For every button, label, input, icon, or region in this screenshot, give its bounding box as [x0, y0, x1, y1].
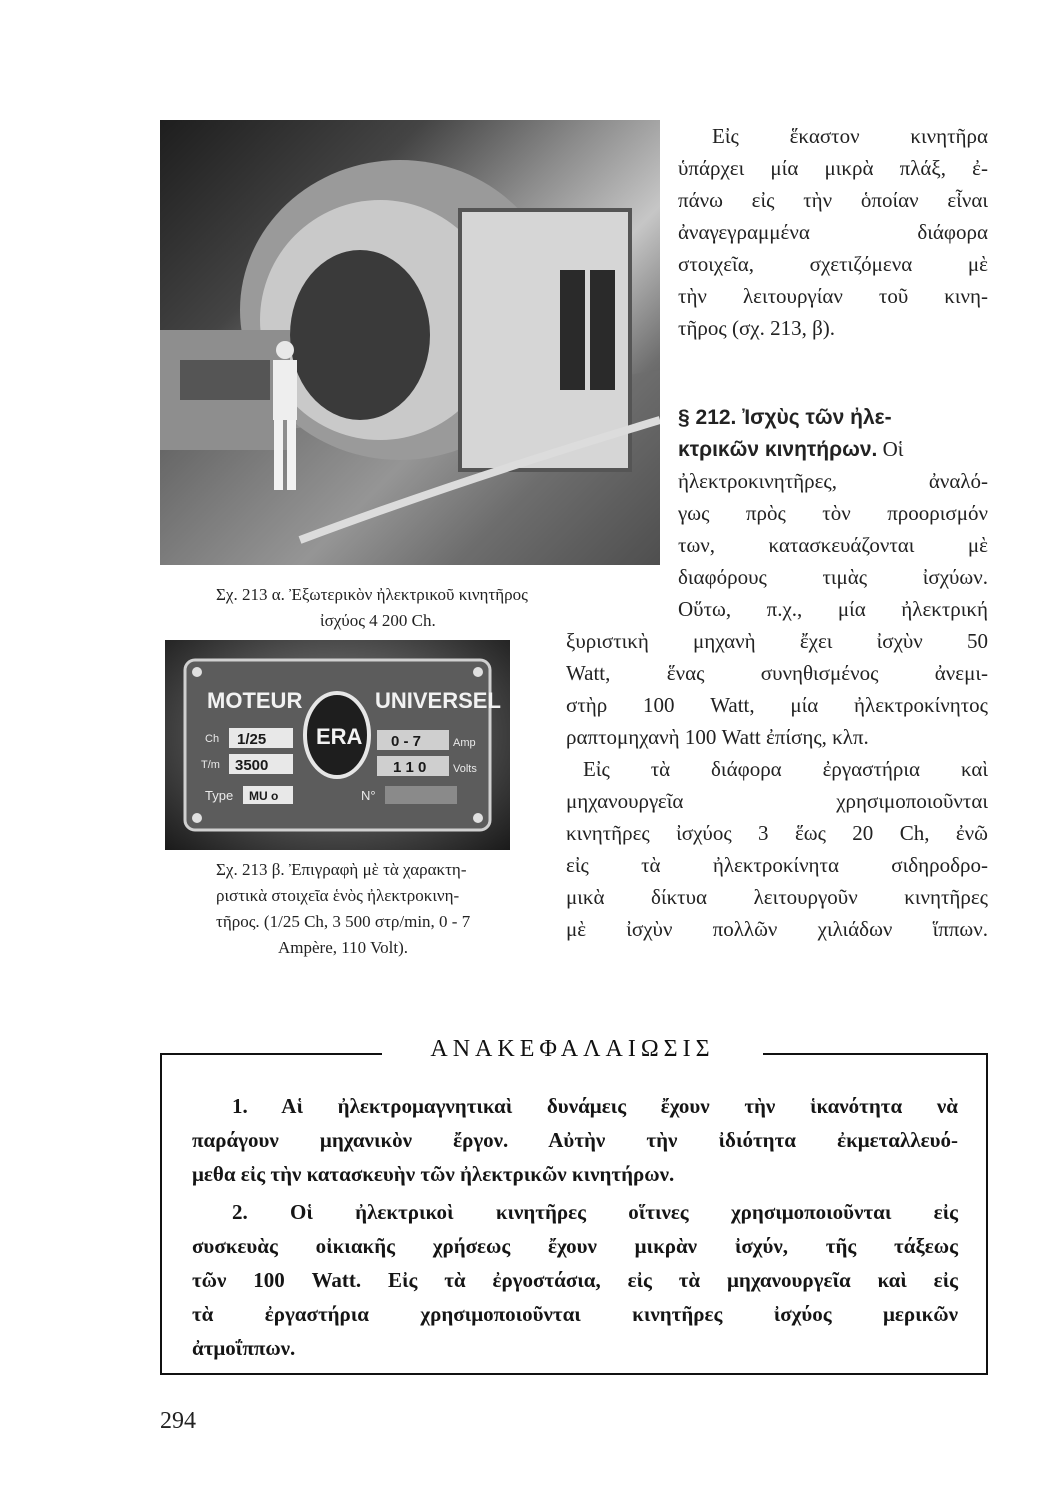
intro-line: τὴν λειτουργίαν τοῦ κινη- — [678, 284, 988, 308]
figure-a-caption-line2: ἰσχύος 4 200 Ch. — [320, 611, 436, 630]
plate-ch-label: Ch — [205, 733, 220, 745]
plate-volt-value: 1 1 0 — [393, 759, 427, 776]
wide-line: μικὰ δίκτυα λειτουργοῦν κινητῆρες — [566, 885, 988, 909]
wide-line: μὲ ἰσχὺν πολλῶν χιλιάδων ἵππων. — [566, 917, 988, 941]
plate-type-label: Type — [205, 788, 234, 803]
wide-line: στὴρ 100 Watt, μία ἠλεκτροκίνητος — [566, 693, 988, 717]
intro-line: Εἰς ἕκαστον κινητῆρα — [712, 124, 988, 148]
section-line: γως πρὸς τὸν προορισμόν — [678, 501, 988, 525]
intro-line: στοιχεῖα, σχετιζόμενα μὲ — [678, 252, 988, 276]
plate-type-value: MU o — [249, 789, 279, 803]
wide-line: ραπτομηχανὴ 100 Watt ἐπίσης, κλπ. — [566, 725, 869, 749]
plate-brand-left: MOTEUR — [207, 688, 303, 713]
plate-tm-value: 3500 — [235, 757, 269, 774]
summary-title: ΑΝΑΚΕΦΑΛΑΙΩΣΙΣ — [430, 1036, 715, 1062]
figure-b-caption-line3: τῆρος. (1/25 Ch, 3 500 στρ/min, 0 - 7 — [216, 912, 471, 931]
plate-logo: ERA — [316, 724, 363, 749]
wide-line: Watt, ἕνας συνηθισμένος ἀνεμι- — [566, 661, 988, 685]
summary-line: τῶν 100 Watt. Εἰς τὰ ἐργοστάσια, εἰς τὰ μηχανουργεῖα καὶ εἰς — [192, 1268, 958, 1292]
section-line: ἠλεκτροκινητῆρες, ἀναλό- — [678, 469, 988, 493]
section-line: Οὕτω, π.χ., μία ἠλεκτρική — [678, 597, 988, 621]
section-heading-cont: κτρικῶν κινητήρων. — [678, 438, 878, 461]
rating-plate — [165, 640, 510, 850]
page-number: 294 — [160, 1408, 196, 1434]
intro-line: ἀναγεγραμμένα διάφορα — [678, 220, 988, 244]
plate-brand-right: UNIVERSEL — [375, 688, 501, 713]
summary-line: συσκευὰς οἰκιακῆς χρήσεως ἔχουν μικρὰν ἰσχύν, τῆς τάξεως — [192, 1234, 958, 1258]
wide-line: ξυριστικὴ μηχανὴ ἔχει ἰσχὺν 50 — [566, 629, 988, 653]
motor-photo — [160, 120, 660, 565]
summary-line: ἀτμοΐππων. — [192, 1336, 296, 1360]
section-heading-tail: Οἱ — [877, 437, 904, 461]
motor-illustration — [160, 120, 660, 565]
plate-amp-label: Amp — [453, 737, 476, 749]
plate-volt-label: Volts — [453, 763, 477, 775]
plate-ch-value: 1/25 — [237, 731, 267, 748]
summary-line: παράγουν μηχανικὸν ἔργον. Αὐτὴν τὴν ἰδιότητα ἐκμεταλλευό- — [192, 1128, 958, 1152]
plate-tm-label: T/m — [201, 759, 220, 771]
section-line: διαφόρους τιμὰς ἰσχύων. — [678, 565, 988, 589]
section-line: των, κατασκευάζονται μὲ — [678, 533, 988, 557]
figure-b-caption-line4: Ampère, 110 Volt). — [278, 938, 409, 957]
figure-b-caption-line2: ριστικὰ στοιχεῖα ἑνὸς ἠλεκτροκινη- — [216, 886, 460, 905]
summary-line: 1. Αἱ ἠλεκτρομαγνητικαὶ δυνάμεις ἔχουν τὴν ἱκανότητα νὰ — [232, 1094, 958, 1118]
section-heading: § 212. Ἰσχὺς τῶν ἠλε- — [678, 406, 892, 429]
wide-line: εἰς τὰ ἠλεκτροκίνητα σιδηροδρο- — [566, 853, 988, 877]
figure-b-caption-line1: Σχ. 213 β. Ἐπιγραφὴ μὲ τὰ χαρακτη- — [216, 860, 467, 879]
figure-a-caption-line1: Σχ. 213 α. Ἐξωτερικὸν ἠλεκτρικοῦ κινητῆρος — [216, 585, 528, 604]
summary-line: 2. Οἱ ἠλεκτρικοὶ κινητῆρες οἵτινες χρησιμοποιοῦνται εἰς — [232, 1200, 958, 1224]
summary-line: μεθα εἰς τὴν κατασκευὴν τῶν ἠλεκτρικῶν κινητήρων. — [192, 1162, 675, 1186]
intro-line: ὑπάρχει μία μικρὰ πλάξ, ἐ- — [678, 156, 988, 180]
wide-line: μηχανουργεῖα χρησιμοποιοῦνται — [566, 789, 988, 813]
wide-line: Εἰς τὰ διάφορα ἐργαστήρια καὶ — [583, 757, 988, 781]
summary-line: τὰ ἐργαστήρια χρησιμοποιοῦνται κινητῆρες ἰσχύος μερικῶν — [192, 1302, 958, 1326]
intro-line: τῆρος (σχ. 213, β). — [678, 316, 836, 340]
wide-line: κινητῆρες ἰσχύος 3 ἕως 20 Ch, ἐνῶ — [566, 821, 988, 845]
plate-amp-value: 0 - 7 — [391, 733, 422, 750]
intro-line: πάνω εἰς τὴν ὁποίαν εἶναι — [678, 188, 988, 212]
plate-no-label: N° — [361, 788, 376, 803]
section-heading-line2 — [678, 435, 988, 464]
rating-plate-photo — [165, 640, 510, 850]
